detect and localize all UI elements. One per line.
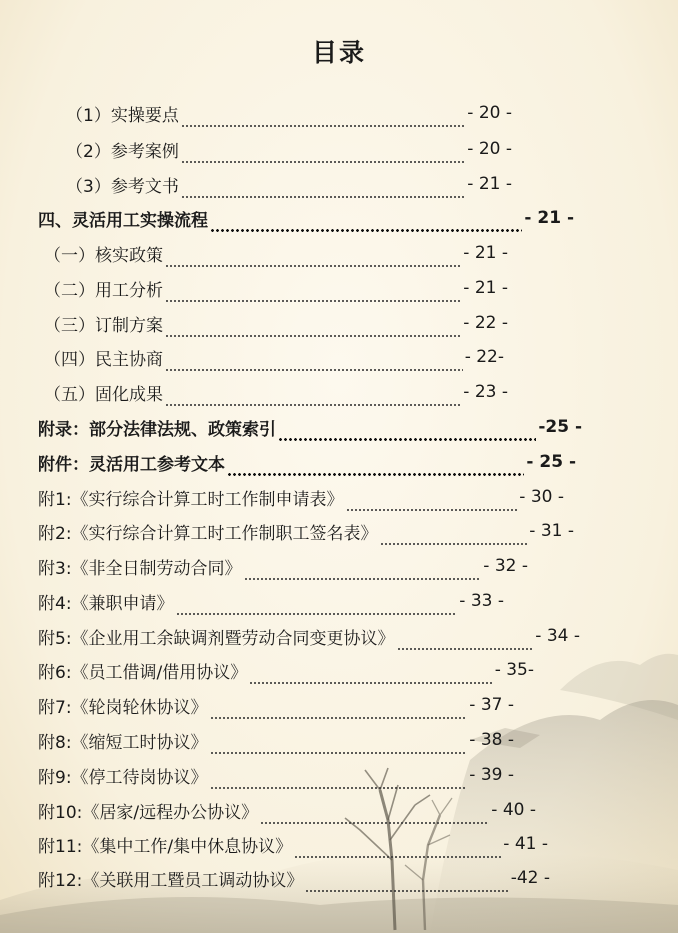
dot-leader [210,746,468,755]
toc-entry-page: - 40 - [491,800,536,820]
toc-entry[interactable] [38,551,528,581]
toc-entry-page: - 25 - [526,452,576,472]
dot-leader [210,781,468,790]
dot-leader [210,223,522,233]
toc-entry-page: - 20 - [467,139,512,159]
toc-entry-page: - 22 - [463,313,508,333]
toc-entry-page: - 21 - [467,174,512,194]
toc-entry-label: （2）参考案例 [66,141,179,162]
dot-leader [165,259,461,268]
dot-leader [165,363,463,372]
dot-leader [346,503,518,512]
toc-entry-label: （一）核实政策 [44,245,163,266]
toc-entry-page: - 30 - [519,487,564,507]
page-title: 目录 [311,38,366,67]
toc-entry-label: 附11:《集中工作/集中休息协议》 [38,836,293,857]
toc-entry[interactable] [38,795,536,825]
toc-entry-page: - 34 - [535,626,580,646]
toc-entry-label: 附3:《非全日制劳动合同》 [38,558,242,579]
toc-entry-label: （二）用工分析 [44,280,163,301]
dot-leader [249,676,492,685]
toc-entry-label: 附录：部分法律法规、政策索引 [38,419,276,440]
toc-entry-label: 附8:《缩短工时协议》 [38,732,208,753]
toc-entry-page: - 35- [494,660,534,680]
toc-entry-label: 附2:《实行综合计算工时工作制职工签名表》 [38,523,378,544]
dot-leader [380,537,528,546]
toc-entry-page: - 31 - [529,521,574,541]
toc-entry-page: - 33 - [459,591,504,611]
dot-leader [260,816,489,825]
toc-entry-label: 附6:《员工借调/借用协议》 [38,662,248,683]
toc-entry[interactable] [66,169,512,199]
toc-entry-label: （三）订制方案 [44,315,163,336]
toc-entry[interactable] [44,342,504,372]
dot-leader [244,572,482,581]
toc-entry-page: - 21 - [463,278,508,298]
toc-entry-page: - 41 - [503,834,548,854]
dot-leader [305,884,508,893]
dot-leader [181,155,465,164]
toc-entry[interactable] [38,586,504,616]
toc-entry-label: 附1:《实行综合计算工时工作制申请表》 [38,489,344,510]
toc-entry-page: - 39 - [469,765,514,785]
toc-entry-label: 附件：灵活用工参考文本 [38,454,225,475]
toc-entry[interactable] [44,308,508,338]
toc-entry-label: （3）参考文书 [66,176,179,197]
dot-leader [210,711,468,720]
toc-section-heading[interactable] [38,203,574,233]
toc-entry-page: - 21 - [524,208,574,228]
toc-entry-label: 附5:《企业用工余缺调剂暨劳动合同变更协议》 [38,628,395,649]
toc-entry[interactable] [44,377,508,407]
toc-entry[interactable] [44,273,508,303]
toc-entry[interactable] [38,516,574,546]
toc-entry-label: 附10:《居家/远程办公协议》 [38,802,259,823]
toc-entry-label: 四、灵活用工实操流程 [38,210,208,231]
toc-entry[interactable] [66,98,512,128]
dot-leader [278,432,536,442]
toc-entry[interactable] [38,863,550,893]
toc-entry[interactable] [38,621,580,651]
toc-entry[interactable] [38,482,564,512]
dot-leader [165,398,461,407]
toc-entry[interactable] [38,725,514,755]
toc-entry-label: （四）民主协商 [44,349,163,370]
toc-entry[interactable] [38,655,534,685]
dot-leader [181,190,465,199]
toc-entry[interactable] [44,238,508,268]
toc-entry-label: 附4:《兼职申请》 [38,593,174,614]
toc-entry-page: - 23 - [463,382,508,402]
dot-leader [294,850,501,859]
toc-entry[interactable] [38,829,548,859]
dot-leader [227,467,524,477]
dot-leader [181,119,465,128]
toc-entry-page: - 20 - [467,103,512,123]
toc-section-heading[interactable] [38,447,576,477]
toc-entry-page: - 38 - [469,730,514,750]
toc-entry-page: - 21 - [463,243,508,263]
dot-leader [397,642,534,651]
dot-leader [176,607,458,616]
toc-section-heading[interactable] [38,412,582,442]
toc-entry-page: - 37 - [469,695,514,715]
toc-entry[interactable] [38,690,514,720]
toc-entry[interactable] [38,760,514,790]
dot-leader [165,294,461,303]
dot-leader [165,329,461,338]
toc-entry-label: 附9:《停工待岗协议》 [38,767,208,788]
toc-entry-label: 附7:《轮岗轮休协议》 [38,697,208,718]
toc-entry[interactable] [66,134,512,164]
toc-entry-label: （1）实操要点 [66,105,179,126]
toc-entry-page: -25 - [538,417,582,437]
toc-entry-label: 附12:《关联用工暨员工调动协议》 [38,870,304,891]
toc-entry-page: - 22- [464,347,504,367]
toc-entry-label: （五）固化成果 [44,384,163,405]
toc-entry-page: -42 - [510,868,550,888]
toc-entry-page: - 32 - [483,556,528,576]
